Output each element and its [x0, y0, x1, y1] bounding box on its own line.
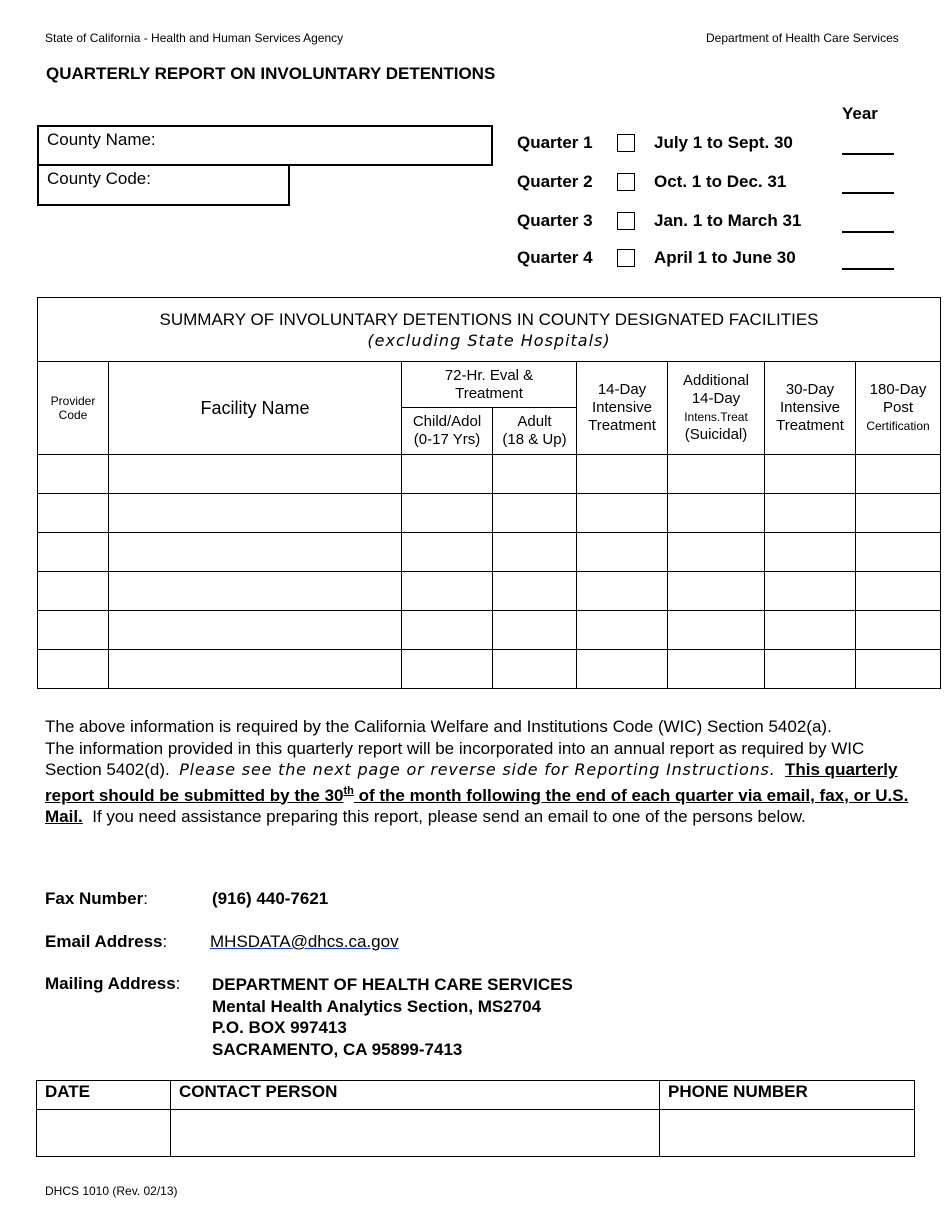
mail-label: Mailing Address: [45, 974, 176, 993]
quarter-2-year-field[interactable]: [842, 192, 894, 194]
department-label: Department of Health Care Services: [706, 31, 899, 45]
col-additional-14day: [668, 362, 765, 455]
table-cell[interactable]: [765, 455, 856, 494]
table-row: [38, 494, 941, 533]
col-text: (18 & Up): [502, 431, 567, 448]
address-line: DEPARTMENT OF HEALTH CARE SERVICES: [212, 975, 573, 994]
table-cell[interactable]: [668, 650, 765, 689]
quarter-2-checkbox[interactable]: [617, 173, 635, 191]
phone-number-header: PHONE NUMBER: [660, 1081, 915, 1110]
quarter-label: Quarter 3: [517, 211, 593, 230]
instructions-p1: The above information is required by the California Welfare and Institutions Code (WIC) Section 5402(a).: [45, 717, 832, 736]
summary-subtitle: (excluding State Hospitals): [367, 330, 611, 350]
fax-label-row: [45, 889, 148, 909]
col-text: Child/Adol: [412, 413, 482, 430]
col-text: Additional: [683, 372, 749, 389]
table-cell[interactable]: [668, 455, 765, 494]
table-cell[interactable]: [493, 533, 577, 572]
quarter-label: Quarter 2: [517, 172, 593, 191]
instructions-end: If you need assistance preparing this report, please send an email to one of the persons below.: [92, 807, 806, 826]
form-number: DHCS 1010 (Rev. 02/13): [45, 1184, 178, 1198]
table-cell[interactable]: [493, 572, 577, 611]
quarter-4-checkbox[interactable]: [617, 249, 635, 267]
summary-title: SUMMARY OF INVOLUNTARY DETENTIONS IN COUNTY DESIGNATED FACILITIES: [159, 309, 819, 329]
col-text: Facility Name: [200, 397, 310, 418]
col-text: Treatment: [776, 417, 844, 434]
col-text: 180-Day: [869, 381, 927, 398]
table-row: [38, 533, 941, 572]
col-text: Intensive: [779, 399, 841, 416]
table-cell[interactable]: [38, 455, 109, 494]
col-text: 14-Day: [691, 390, 741, 407]
table-cell[interactable]: [765, 650, 856, 689]
quarter-3-checkbox[interactable]: [617, 212, 635, 230]
table-cell[interactable]: [577, 650, 668, 689]
contact-person-field[interactable]: [171, 1110, 660, 1157]
table-cell[interactable]: [577, 494, 668, 533]
table-cell[interactable]: [765, 494, 856, 533]
instructions-p2: [45, 738, 915, 828]
address-line: P.O. BOX 997413: [212, 1018, 347, 1037]
address-line: SACRAMENTO, CA 95899-7413: [212, 1039, 463, 1059]
table-cell[interactable]: [402, 611, 493, 650]
contact-table: [36, 1080, 915, 1157]
col-provider-code: [38, 362, 109, 455]
table-cell[interactable]: [109, 572, 402, 611]
email-colon: :: [162, 932, 168, 951]
table-cell[interactable]: [577, 455, 668, 494]
quarter-dates: July 1 to Sept. 30: [654, 133, 793, 152]
email-link[interactable]: MHSDATA@dhcs.ca.gov: [210, 932, 399, 951]
table-cell[interactable]: [765, 611, 856, 650]
col-30day: [765, 362, 856, 455]
table-cell[interactable]: [109, 455, 402, 494]
table-cell[interactable]: [38, 572, 109, 611]
table-cell[interactable]: [38, 494, 109, 533]
county-name-field[interactable]: [37, 125, 493, 166]
col-text: Intens.Treat: [684, 410, 748, 424]
table-cell[interactable]: [493, 611, 577, 650]
col-child-adol: [402, 408, 493, 455]
col-text: Treatment: [455, 384, 523, 402]
col-text: Provider: [50, 394, 96, 408]
col-facility-name: [109, 362, 402, 455]
table-cell[interactable]: [856, 650, 941, 689]
phone-number-field[interactable]: [660, 1110, 915, 1157]
table-cell[interactable]: [668, 611, 765, 650]
col-text: Post: [883, 399, 914, 416]
quarter-label: Quarter 1: [517, 133, 593, 152]
table-row: [38, 650, 941, 689]
date-header: DATE: [37, 1081, 171, 1110]
table-cell[interactable]: [38, 611, 109, 650]
county-code-label: County Code:: [47, 169, 151, 188]
table-cell[interactable]: [577, 572, 668, 611]
col-text: Treatment: [588, 417, 656, 434]
quarter-dates: Oct. 1 to Dec. 31: [654, 172, 787, 191]
fax-number: (916) 440-7621: [212, 889, 329, 908]
col-text: Adult: [517, 413, 552, 430]
summary-title-cell: [38, 298, 941, 362]
table-cell[interactable]: [668, 572, 765, 611]
instructions-sup: th: [343, 784, 354, 797]
table-cell[interactable]: [109, 650, 402, 689]
col-text: Intensive: [591, 399, 653, 416]
summary-table: [37, 297, 941, 689]
email-label: Email Address: [45, 932, 163, 951]
col-text: Code: [58, 408, 88, 422]
col-text: 72-Hr. Eval &: [444, 366, 534, 384]
instructions-bold-b: of the month following the end of each quarter via email, fax, or U.S. Mail.: [45, 785, 909, 826]
col-text: 14-Day: [597, 381, 647, 398]
date-field[interactable]: [37, 1110, 171, 1157]
table-cell[interactable]: [402, 494, 493, 533]
mail-colon: :: [175, 974, 181, 993]
table-cell[interactable]: [493, 650, 577, 689]
mail-label-row: [45, 974, 180, 994]
table-cell[interactable]: [765, 533, 856, 572]
table-cell[interactable]: [856, 572, 941, 611]
table-cell[interactable]: [402, 533, 493, 572]
quarter-4-year-field[interactable]: [842, 268, 894, 270]
col-text: 30-Day: [785, 381, 835, 398]
contact-person-header: CONTACT PERSON: [171, 1081, 660, 1110]
col-180day: [856, 362, 941, 455]
table-cell[interactable]: [668, 533, 765, 572]
table-cell[interactable]: [402, 650, 493, 689]
table-cell[interactable]: [109, 611, 402, 650]
table-cell[interactable]: [856, 494, 941, 533]
quarter-label: Quarter 4: [517, 248, 593, 267]
table-cell[interactable]: [402, 455, 493, 494]
table-cell[interactable]: [38, 650, 109, 689]
table-row: [38, 572, 941, 611]
col-14day: [577, 362, 668, 455]
email-label-row: [45, 932, 167, 952]
address-line: Mental Health Analytics Section, MS2704: [212, 996, 542, 1016]
col-text: (Suicidal): [684, 426, 748, 443]
quarter-dates: April 1 to June 30: [654, 248, 796, 267]
table-cell[interactable]: [856, 611, 941, 650]
table-cell[interactable]: [38, 533, 109, 572]
col-text: (0-17 Yrs): [413, 431, 481, 448]
table-cell[interactable]: [109, 494, 402, 533]
instructions-p2a: The information provided in this quarterly report will be incorporated into an annual report as required by WIC Section 5402(d).: [45, 738, 865, 779]
col-adult: [493, 408, 577, 455]
table-cell[interactable]: [856, 533, 941, 572]
table-cell[interactable]: [577, 611, 668, 650]
table-cell[interactable]: [856, 455, 941, 494]
col-72hr-eval: [402, 362, 577, 408]
table-cell[interactable]: [765, 572, 856, 611]
table-cell[interactable]: [577, 533, 668, 572]
mailing-address: [212, 974, 573, 1060]
table-row: [38, 611, 941, 650]
quarter-1-year-field[interactable]: [842, 153, 894, 155]
table-cell[interactable]: [402, 572, 493, 611]
county-code-field[interactable]: [37, 164, 290, 206]
table-cell[interactable]: [493, 455, 577, 494]
agency-label: State of California - Health and Human Services Agency: [45, 31, 344, 45]
page-title: QUARTERLY REPORT ON INVOLUNTARY DETENTIONS: [46, 64, 496, 83]
table-row: [38, 455, 941, 494]
quarter-dates: Jan. 1 to March 31: [654, 211, 802, 230]
col-text: Certification: [866, 419, 930, 433]
county-name-label: County Name:: [47, 130, 156, 149]
fax-label: Fax Number: [45, 889, 144, 908]
fax-colon: :: [143, 889, 148, 908]
table-cell[interactable]: [493, 494, 577, 533]
table-cell[interactable]: [109, 533, 402, 572]
quarter-3-year-field[interactable]: [842, 231, 894, 233]
table-cell[interactable]: [668, 494, 765, 533]
quarter-1-checkbox[interactable]: [617, 134, 635, 152]
instructions-text: [45, 716, 915, 828]
instructions-bold-a: This quarterly report should be submitted by the 30: [45, 760, 898, 805]
instructions-italic: Please see the next page or reverse side for Reporting Instructions.: [179, 760, 776, 779]
year-label: Year: [842, 104, 878, 123]
